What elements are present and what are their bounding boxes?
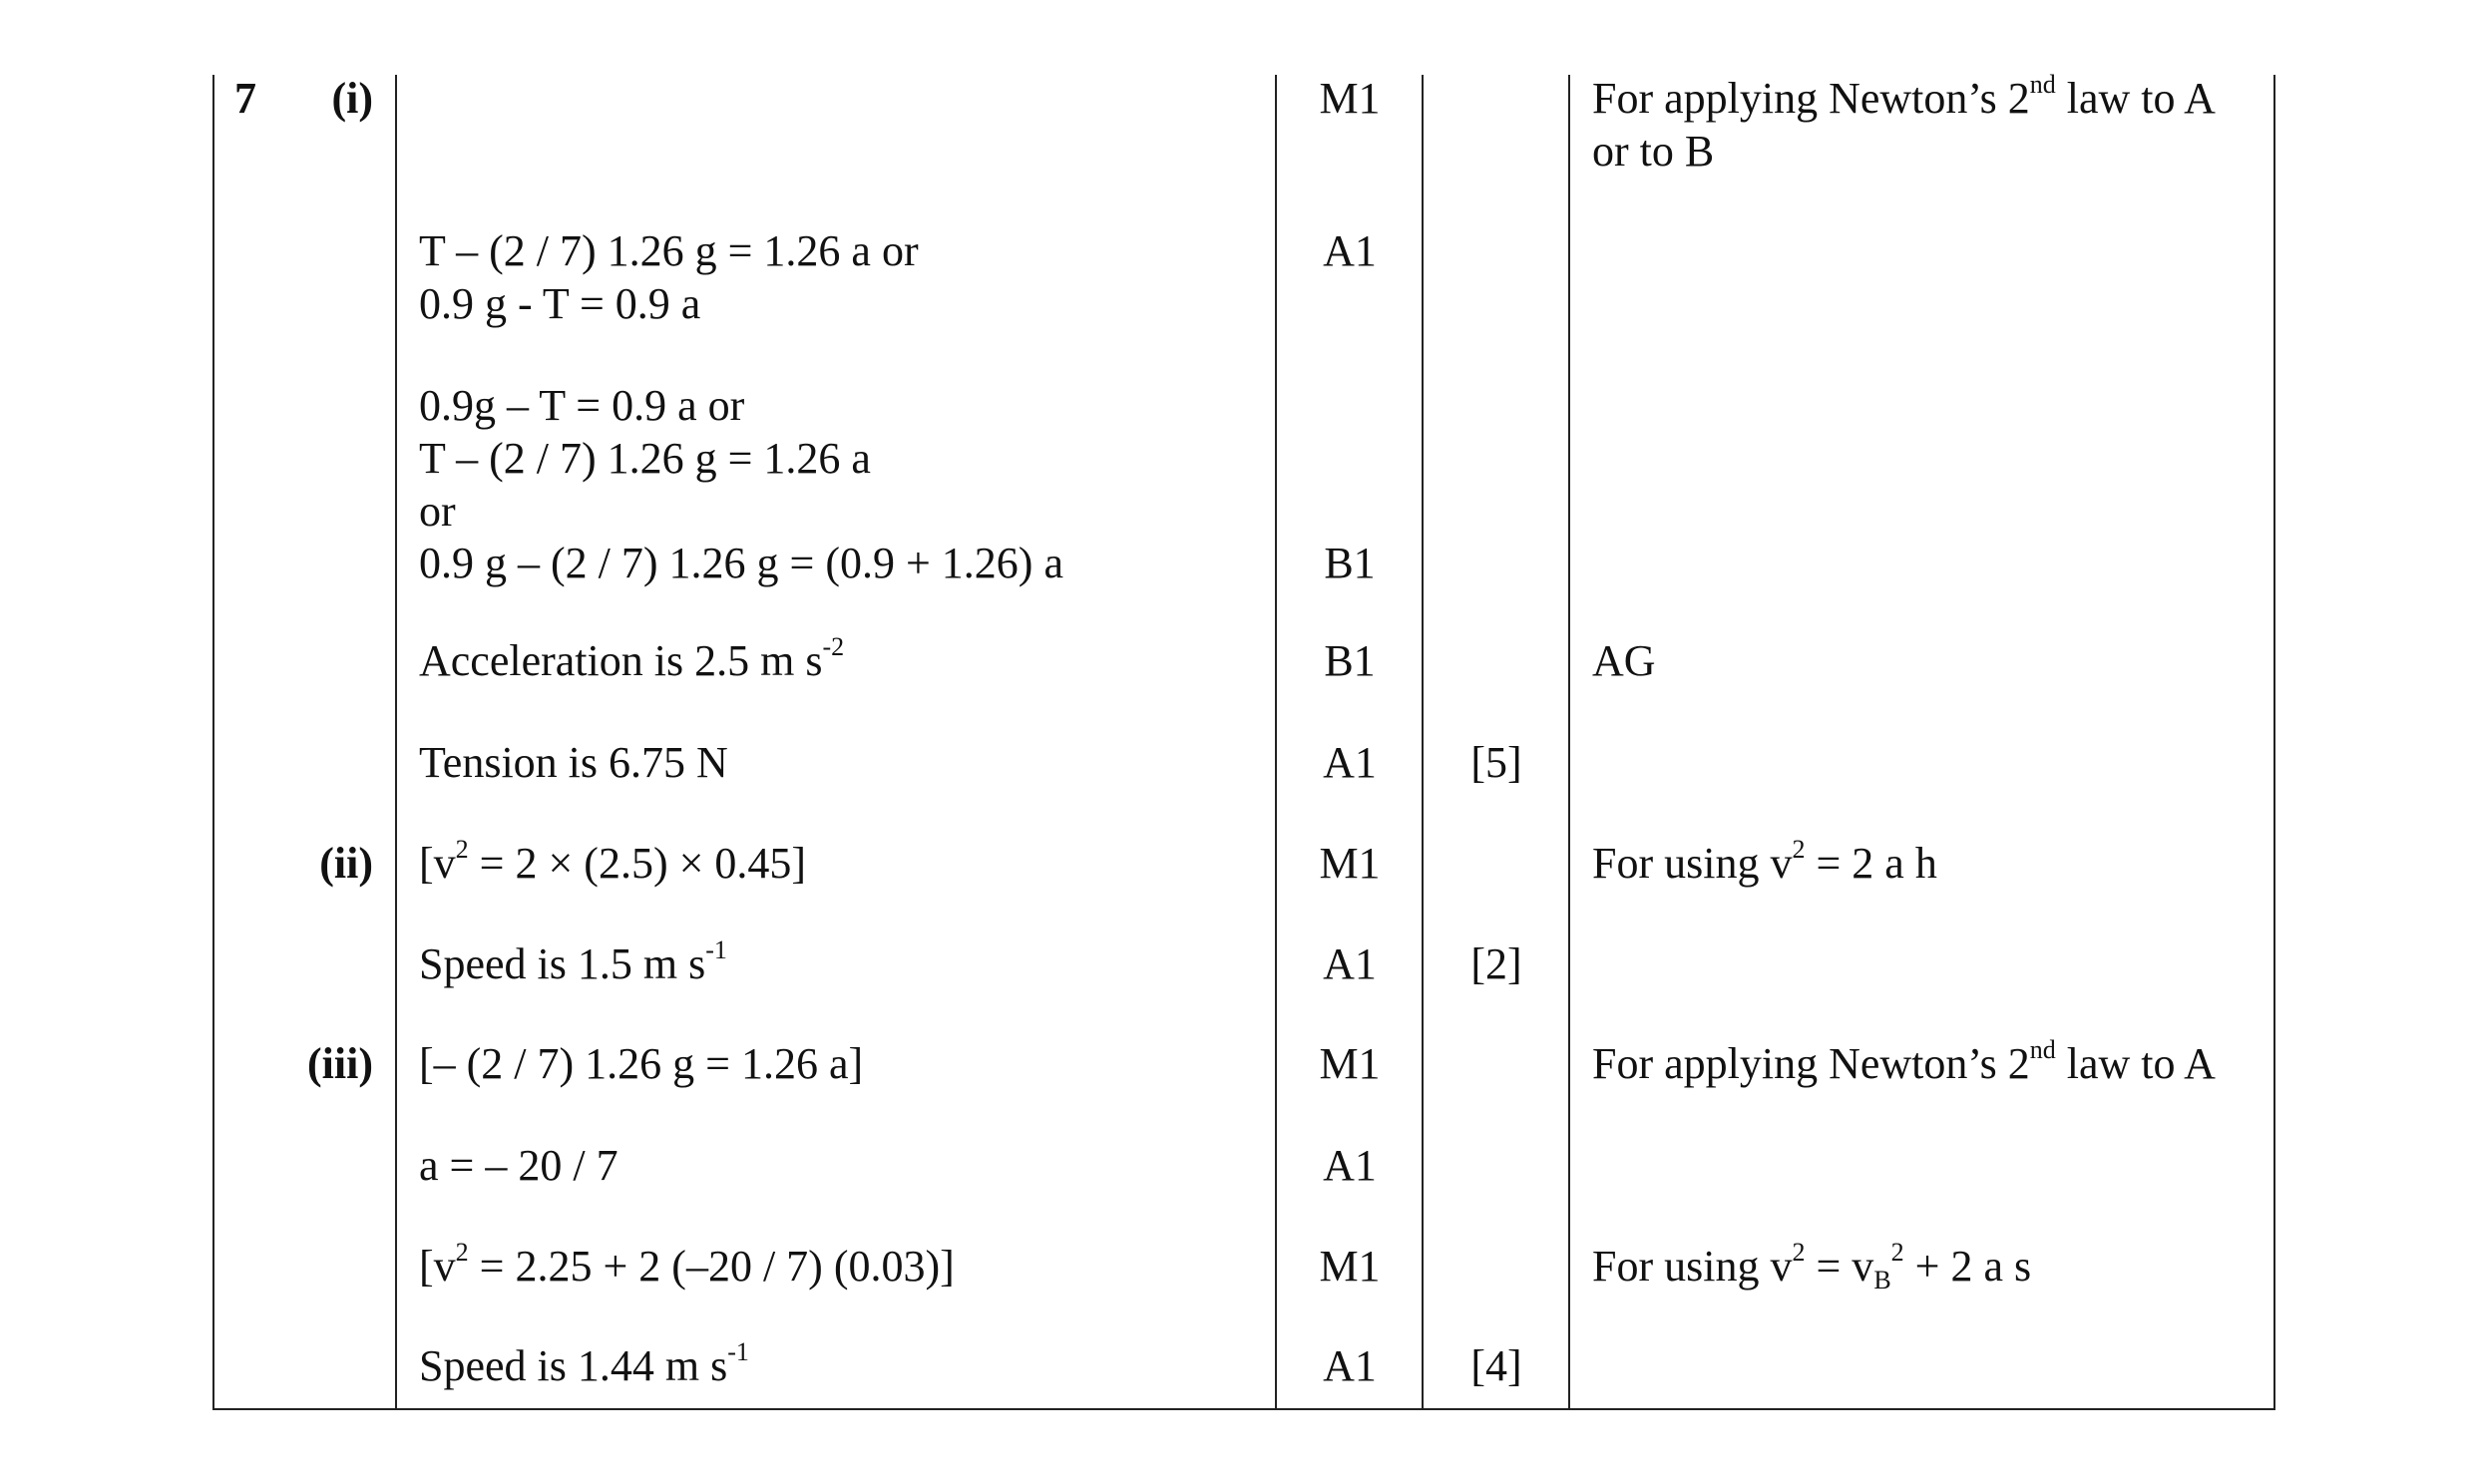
guidance-text bbox=[1592, 1240, 2031, 1293]
answer-line: T – (2 / 7) 1.26 g = 1.26 a or bbox=[419, 226, 919, 275]
mark-code: M1 bbox=[1319, 1039, 1381, 1088]
guidance-text-line2: or to B bbox=[1592, 127, 1715, 176]
table-bottom-border bbox=[212, 1408, 2275, 1410]
part-total: [4] bbox=[1470, 1341, 1522, 1390]
mark-code: M1 bbox=[1319, 839, 1381, 888]
answer-line: a = – 20 / 7 bbox=[419, 1141, 618, 1190]
guidance-text bbox=[1592, 72, 2216, 125]
answer-line bbox=[419, 634, 844, 687]
question-number: 7 bbox=[234, 74, 256, 123]
answer-line bbox=[419, 937, 727, 990]
answer-line: 0.9 g - T = 0.9 a bbox=[419, 279, 701, 328]
answer-line: or bbox=[419, 487, 456, 536]
mark-code: M1 bbox=[1319, 1242, 1381, 1291]
answer-text: Speed is 1.5 m s bbox=[419, 939, 706, 988]
mark-code: A1 bbox=[1323, 939, 1377, 988]
mark-code: B1 bbox=[1324, 636, 1376, 685]
mark-code: B1 bbox=[1324, 539, 1376, 587]
answer-line bbox=[419, 837, 806, 890]
answer-superscript: -2 bbox=[822, 632, 845, 661]
answer-text: Speed is 1.44 m s bbox=[419, 1341, 728, 1390]
guidance-text-prefix: For applying Newton’s 2 bbox=[1592, 1039, 2030, 1088]
guidance-text: AG bbox=[1592, 636, 1656, 685]
table-right-border bbox=[2273, 75, 2275, 1410]
guidance-text bbox=[1592, 1037, 2216, 1090]
mark-code: A1 bbox=[1323, 1341, 1377, 1390]
guidance-text-superscript: 2 bbox=[1792, 1238, 1806, 1267]
answer-line: 0.9g – T = 0.9 a or bbox=[419, 381, 745, 430]
part-total: [5] bbox=[1470, 738, 1522, 787]
guidance-text-suffix: = 2 a h bbox=[1805, 839, 1937, 888]
answer-line: Tension is 6.75 N bbox=[419, 738, 728, 787]
guidance-text-suffix: + 2 a s bbox=[1903, 1242, 2032, 1291]
answer-text: [v bbox=[419, 1242, 456, 1291]
answer-superscript: 2 bbox=[455, 835, 469, 864]
answer-line bbox=[419, 1339, 749, 1392]
column-divider-answer bbox=[395, 75, 397, 1410]
guidance-text-subscript: B bbox=[1873, 1266, 1891, 1295]
guidance-text-superscript: 2 bbox=[1890, 1238, 1904, 1267]
guidance-text bbox=[1592, 837, 1937, 890]
answer-superscript: -1 bbox=[705, 935, 727, 964]
part-total: [2] bbox=[1470, 939, 1522, 988]
guidance-text-prefix: For using v bbox=[1592, 839, 1793, 888]
answer-superscript: 2 bbox=[455, 1238, 469, 1267]
answer-text: = 2.25 + 2 (–20 / 7) (0.03)] bbox=[468, 1242, 955, 1291]
part-label-i: (i) bbox=[331, 74, 373, 123]
answer-line: 0.9 g – (2 / 7) 1.26 g = (0.9 + 1.26) a bbox=[419, 539, 1063, 587]
guidance-text-superscript: nd bbox=[2029, 1035, 2056, 1064]
guidance-text-mid: = v bbox=[1805, 1242, 1874, 1291]
answer-line: [– (2 / 7) 1.26 g = 1.26 a] bbox=[419, 1039, 864, 1088]
mark-code: M1 bbox=[1319, 74, 1381, 123]
answer-text: = 2 × (2.5) × 0.45] bbox=[468, 839, 807, 888]
mark-code: A1 bbox=[1323, 738, 1377, 787]
answer-text: [v bbox=[419, 839, 456, 888]
guidance-text-suffix: law to A bbox=[2055, 1039, 2216, 1088]
part-label-ii: (ii) bbox=[319, 839, 373, 888]
guidance-text-superscript: nd bbox=[2029, 70, 2056, 99]
guidance-text-prefix: For using v bbox=[1592, 1242, 1793, 1291]
table-left-border bbox=[212, 75, 214, 1410]
answer-line bbox=[419, 1240, 955, 1293]
guidance-text-prefix: For applying Newton’s 2 bbox=[1592, 74, 2030, 123]
mark-code: A1 bbox=[1323, 226, 1377, 275]
mark-code: A1 bbox=[1323, 1141, 1377, 1190]
guidance-text-superscript: 2 bbox=[1792, 835, 1806, 864]
answer-line: T – (2 / 7) 1.26 g = 1.26 a bbox=[419, 434, 871, 483]
part-label-iii: (iii) bbox=[307, 1039, 373, 1088]
guidance-text-suffix: law to A bbox=[2055, 74, 2216, 123]
answer-superscript: -1 bbox=[727, 1337, 749, 1366]
answer-text: Acceleration is 2.5 m s bbox=[419, 636, 823, 685]
